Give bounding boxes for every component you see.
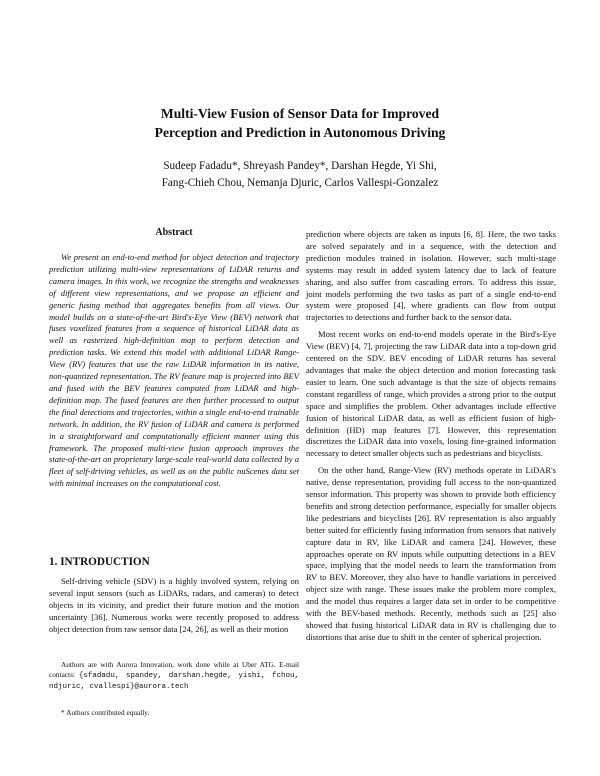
right-paragraph-2: Most recent works on end-to-end models operate in the Bird's-Eye View (BEV) [4, 7], projecting the raw LiDAR data into a top-down grid centered on the SDV. BEV encoding of LiDAR returns has several advantages that make the object detection and motion forecasting task easier to learn. One such advantage is that the size of objects remains constant regardless of range, which provides a strong prior to the output space and simplifies the problem. Other advantages include effective fusion of historical LiDAR data, as well as efficient fusion of high-definition (HD) map features [7]. However, this representation discretizes the LiDAR data into voxels, losing fine-grained information necessary to detect smaller objects such as pedestrians and bicyclists. [306, 329, 556, 459]
right-paragraph-3: On the other hand, Range-View (RV) methods operate in LiDAR's native, dense representation, providing full access to the non-quantized sensor information. This property was shown to provide both efficiency benefits and strong detection performance, especially for smaller objects like pedestrians and bicyclists [26]. RV representation is also arguably better suited for efficiently fusing information from sensors that natively capture data in RV, like LiDAR and camera [24]. However, these approaches operate on RV inputs while outputting detections in a BEV space, implying that the model needs to learn the transformation from RV to BEV. Moreover, they also have to handle variations in perceived object size with range. These issues make the problem more complex, and the model thus requires a larger data set in order to be competitive with the BEV-based methods. Recently, methods such as [25] also showed that fusing historical LiDAR data in RV is challenging due to distortions that arise due to shift in the center of spherical projection. [306, 465, 556, 642]
title-line-1: Multi-View Fusion of Sensor Data for Improved [160, 106, 440, 121]
equal-contribution-footnote: * Authors contributed equally. [61, 708, 150, 717]
abstract-text: We present an end-to-end method for object detection and trajectory prediction utilizing multi-view representations of LiDAR returns and camera images. In this work, we recognize the strengths and weaknesses of different view representations, and we propose an efficient and generic fusing method that aggregates benefits from all views. Our model builds on a state-of-the-art Bird's-Eye View (BEV) network that fuses voxelized features from a sequence of historical LiDAR data as well as rasterized high-definition map to perform detection and prediction tasks. We extend this model with additional LiDAR Range-View (RV) features that use the raw LiDAR information in its native, non-quantized representation. The RV feature map is projected into BEV and fused with the BEV features computed from LiDAR and high-definition map. The fused features are then further processed to output the final detections and trajectories, within a single end-to-end trainable network. In addition, the RV fusion of LiDAR and camera is performed in a straightforward and computationally efficient manner using this framework. The proposed multi-view fusion approach improves the state-of-the-art on proprietary large-scale real-world data collected by a fleet of self-driving vehicles, as well as on the public nuScenes data set with minimal increases on the computational cost. [49, 252, 299, 489]
paper-title [0, 104, 600, 142]
title-line-2: Perception and Prediction in Autonomous Driving [154, 125, 446, 140]
contact-emails: {sfadadu, spandey, darshan.hegde, yishi, fchou, ndjuric, cvallespi}@aurora.tech [49, 671, 299, 692]
authors-line-2: Fang-Chieh Chou, Nemanja Djuric, Carlos Vallespi-Gonzalez [161, 176, 439, 189]
affiliation-footnote [49, 660, 299, 693]
affiliation-text: Authors are with Aurora Innovation, work done while at Uber ATG. E-mail contacts: [49, 660, 299, 679]
abstract-heading: Abstract [155, 227, 193, 238]
right-paragraph-1: prediction where objects are taken as inputs [6, 8]. Here, the two tasks are solved separately and in a sequence, with the detection and prediction modules trained in isolation. However, such multi-stage systems may result in added system latency due to lack of feature sharing, and also suffer from cascading errors. To address this issue, joint models performing the two tasks as part of a single end-to-end system were proposed [4], where gradients can flow from output trajectories to detections and further back to the sensor data. [306, 229, 556, 323]
author-list [0, 158, 600, 191]
authors-line-1: Sudeep Fadadu*, Shreyash Pandey*, Darshan Hegde, Yi Shi, [163, 160, 437, 172]
introduction-heading: 1. INTRODUCTION [49, 556, 150, 568]
introduction-text: Self-driving vehicle (SDV) is a highly involved system, relying on several input sensors (such as LiDARs, radars, and cameras) to detect objects in its vicinity, and predict their future motion and the motion uncertainty [36]. Numerous works were recently proposed to address object detection from raw sensor data [24, 26], as well as their motion [49, 576, 299, 634]
right-column [306, 229, 556, 644]
